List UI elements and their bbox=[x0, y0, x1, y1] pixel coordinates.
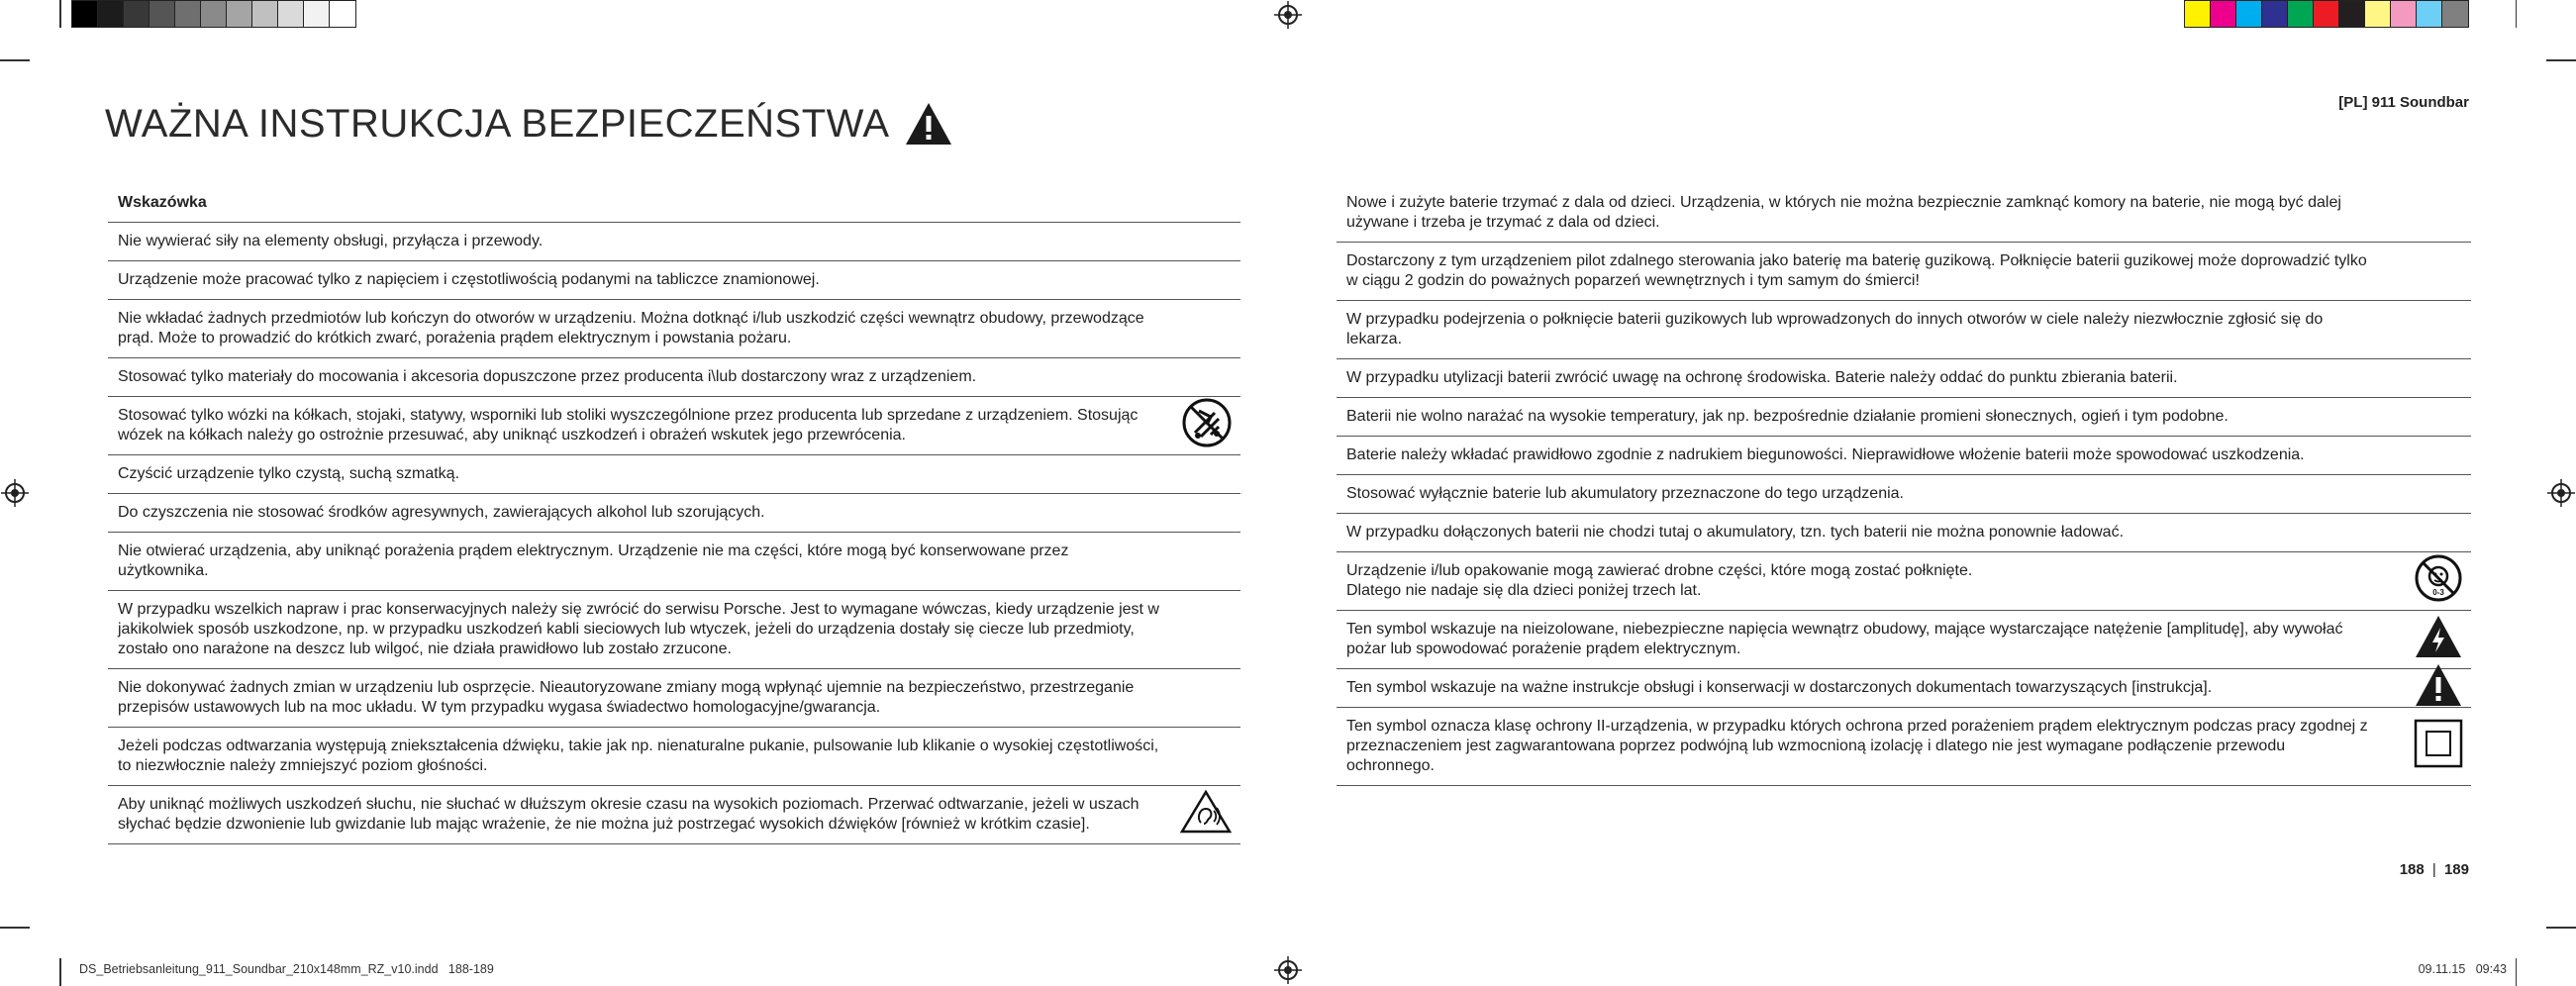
hearing-warning-icon bbox=[1179, 789, 1233, 840]
page-number-right: 189 bbox=[2443, 861, 2469, 878]
list-item-text: Nie wywierać siły na elementy obsługi, przyłącza i przewody. bbox=[118, 233, 544, 249]
left-column bbox=[108, 184, 1240, 844]
list-item-text: Baterie należy wkładać prawidłowo zgodnie z nadrukiem biegunowości. Nieprawidłowe włożenie baterii może spowodować uszkodzenia. bbox=[1346, 446, 2305, 463]
no-small-children-icon bbox=[2414, 553, 2463, 609]
list-item-text: Czyścić urządzenie tylko czystą, suchą szmatką. bbox=[118, 465, 460, 482]
list-item bbox=[1337, 552, 2471, 611]
list-item bbox=[108, 591, 1240, 669]
list-item-text: Nie dokonywać żadnych zmian w urządzeniu lub osprzęcie. Nieautoryzowane zmiany mogą wpłynąć ujemnie na bezpieczeństwo, przestrzeganie przepisów ustawowych lub na moc układu. W tym przypadku wygasa świadectwo homologacyjne/gwarancja. bbox=[118, 679, 1135, 716]
color-swatch bbox=[175, 1, 201, 27]
column-heading bbox=[108, 184, 1240, 223]
list-item bbox=[108, 397, 1240, 455]
color-swatch bbox=[2262, 1, 2288, 27]
list-item bbox=[1337, 475, 2471, 514]
grayscale-color-bar bbox=[71, 0, 356, 28]
list-item bbox=[1337, 669, 2471, 708]
list-item-text: Urządzenie może pracować tylko z napięciem i częstotliwością podanymi na tabliczce znamionowej. bbox=[118, 271, 820, 288]
color-swatch bbox=[149, 1, 175, 27]
list-item-text: Nowe i zużyte baterie trzymać z dala od dzieci. Urządzenia, w których nie można bezpiecznie zamknąć komory na baterie, nie mogą być dalej używane i trzeba je trzymać z dala od dzieci. bbox=[1346, 194, 2341, 231]
list-item bbox=[1337, 437, 2471, 475]
exclamation-warning-icon bbox=[2414, 662, 2463, 714]
list-item-text: Dostarczony z tym urządzeniem pilot zdalnego sterowania jako baterię ma baterię guzikową. Połknięcie baterii guzikowej może doprowadzić tylko w ciągu 2 godzin do poważnych poparzeń wewnętrznych i tym samym do śmierci! bbox=[1346, 252, 2367, 289]
list-item bbox=[108, 223, 1240, 261]
list-item bbox=[1337, 184, 2471, 243]
registration-mark-icon bbox=[2547, 479, 2575, 507]
registration-mark-icon bbox=[1, 479, 29, 507]
crop-mark bbox=[2546, 59, 2576, 61]
list-item-text: Nie wkładać żadnych przedmiotów lub kończyn do otworów w urządzeniu. Można dotknąć i/lub uszkodzić części wewnątrz obudowy, przewodzące prąd. Może to prowadzić do krótkich zwarć, porażenia prądem elektrycznym i powstania pożaru. bbox=[118, 310, 1144, 346]
registration-mark-icon bbox=[1274, 1, 1302, 29]
list-item bbox=[108, 455, 1240, 494]
list-item-text: Stosować wyłącznie baterie lub akumulatory przeznaczone do tego urządzenia. bbox=[1346, 485, 1904, 502]
color-swatch bbox=[2365, 1, 2391, 27]
color-swatch bbox=[330, 1, 355, 27]
list-item bbox=[108, 261, 1240, 300]
list-item-text: Baterii nie wolno narażać na wysokie temperatury, jak np. bezpośrednie działanie promieni słonecznych, ogień i tym podobne. bbox=[1346, 408, 2229, 425]
color-swatch bbox=[2339, 1, 2365, 27]
color-swatch bbox=[72, 1, 98, 27]
color-swatch bbox=[2211, 1, 2236, 27]
color-swatch bbox=[304, 1, 330, 27]
class-ii-double-insulation-icon bbox=[2414, 719, 2463, 774]
color-swatch bbox=[2417, 1, 2442, 27]
svg-text:0-3: 0-3 bbox=[2432, 588, 2444, 597]
crop-mark bbox=[2516, 958, 2518, 986]
color-swatch bbox=[201, 1, 227, 27]
crop-mark bbox=[2546, 927, 2576, 929]
list-item bbox=[108, 358, 1240, 397]
footer-file-info: DS_Betriebsanleitung_911_Soundbar_210x148mm_RZ_v10.indd 188-189 bbox=[79, 962, 494, 976]
warning-triangle-icon bbox=[904, 101, 953, 147]
list-item-text: Jeżeli podczas odtwarzania występują zniekształcenia dźwięku, takie jak np. nienaturalne pukanie, pulsowanie lub klikanie o wysokiej częstotliwości, to niezwłocznie należy zmniejszyć poziom głośności. bbox=[118, 738, 1159, 774]
list-item bbox=[1337, 398, 2471, 437]
list-item-text: Ten symbol oznacza klasę ochrony II-urządzenia, w przypadku których ochrona przed porażeniem prądem elektrycznym podczas pracy zgodnej z przeznaczeniem jest zagwarantowana poprzez podwójną lub wzmocnioną izolację i dlatego nie jest wymagane podłączenie przewodu ochronnego. bbox=[1346, 718, 2368, 774]
high-voltage-icon bbox=[2414, 614, 2463, 665]
list-item bbox=[108, 300, 1240, 358]
list-item bbox=[1337, 708, 2471, 786]
color-swatch bbox=[2236, 1, 2262, 27]
registration-mark-icon bbox=[1274, 956, 1302, 984]
color-swatch bbox=[2442, 1, 2468, 27]
list-item-text: W przypadku podejrzenia o połknięcie baterii guzikowych lub wprowadzonych do innych otworów w ciele należy niezwłocznie zgłosić się do lekarza. bbox=[1346, 311, 2324, 347]
list-item bbox=[108, 669, 1240, 728]
list-item bbox=[108, 533, 1240, 591]
list-item-text: Do czyszczenia nie stosować środków agresywnych, zawierających alkohol lub szorujących. bbox=[118, 504, 765, 521]
cmyk-color-bar bbox=[2184, 0, 2469, 28]
list-item-text: W przypadku utylizacji baterii zwrócić uwagę na ochronę środowiska. Baterie należy oddać do punktu zbierania baterii. bbox=[1346, 369, 2178, 386]
list-item bbox=[1337, 514, 2471, 552]
list-item-text: Ten symbol wskazuje na ważne instrukcje obsługi i konserwacji w dostarczonych dokumentach towarzyszących [instrukcja]. bbox=[1346, 679, 2213, 696]
cart-tipover-icon bbox=[1181, 397, 1233, 454]
crop-mark bbox=[59, 958, 61, 986]
color-swatch bbox=[2391, 1, 2417, 27]
list-item bbox=[1337, 301, 2471, 359]
color-swatch bbox=[227, 1, 252, 27]
product-label: [PL] 911 Soundbar bbox=[2338, 94, 2469, 111]
footer-date: 09.11.15 09:43 bbox=[2418, 962, 2507, 976]
right-column bbox=[1337, 184, 2471, 786]
list-item bbox=[108, 786, 1240, 844]
list-item bbox=[1337, 243, 2471, 301]
color-swatch bbox=[98, 1, 124, 27]
page-title: WAŻNA INSTRUKCJA BEZPIECZEŃSTWA bbox=[105, 101, 890, 146]
color-swatch bbox=[124, 1, 149, 27]
page-title-block bbox=[105, 101, 953, 147]
list-item-text: Urządzenie i/lub opakowanie mogą zawierać drobne części, które mogą zostać połknięte. Dlatego nie nadaje się dla dzieci poniżej trzech lat. bbox=[1346, 562, 1973, 599]
list-item-text: W przypadku dołączonych baterii nie chodzi tutaj o akumulatory, tzn. tych baterii nie można ponownie ładować. bbox=[1346, 524, 2125, 541]
page-number-separator: | bbox=[2431, 861, 2436, 878]
color-swatch bbox=[2185, 1, 2211, 27]
list-item-text: Stosować tylko materiały do mocowania i akcesoria dopuszczone przez producenta i\lub dostarczony wraz z urządzeniem. bbox=[118, 368, 977, 385]
list-item bbox=[108, 728, 1240, 786]
list-item bbox=[108, 494, 1240, 533]
page-numbers bbox=[2400, 861, 2469, 878]
color-swatch bbox=[252, 1, 278, 27]
crop-mark bbox=[2516, 0, 2518, 28]
color-swatch bbox=[2288, 1, 2314, 27]
crop-mark bbox=[0, 59, 30, 61]
page-number-left: 188 bbox=[2399, 861, 2425, 878]
list-item-text: Stosować tylko wózki na kółkach, stojaki, statywy, wsporniki lub stoliki wyszczególnione przez producenta lub sprzedane z urządzeniem. Stosując wózek na kółkach należy go ostrożnie przesuwać, aby uniknąć uszkodzeń i obrażeń wskutek jego przewrócenia. bbox=[118, 407, 1139, 444]
list-item bbox=[1337, 611, 2471, 669]
list-item-text: Ten symbol wskazuje na nieizolowane, niebezpieczne napięcia wewnątrz obudowy, mające wystarczające natężenie [amplitudę], aby wywołać pożar lub spowodować porażenie prądem elektrycznym. bbox=[1346, 621, 2343, 657]
crop-mark bbox=[0, 927, 30, 929]
list-item bbox=[1337, 359, 2471, 398]
color-swatch bbox=[278, 1, 304, 27]
list-item-text: Nie otwierać urządzenia, aby uniknąć porażenia prądem elektrycznym. Urządzenie nie ma części, które mogą być konserwowane przez użytkownika. bbox=[118, 542, 1069, 579]
crop-mark bbox=[59, 0, 61, 28]
color-swatch bbox=[2314, 1, 2339, 27]
list-item-text: Aby uniknąć możliwych uszkodzeń słuchu, nie słuchać w dłuższym okresie czasu na wysokich poziomach. Przerwać odtwarzanie, jeżeli w uszach słychać będzie dzwonienie lub gwizdanie lub mając wrażenie, że nie można już postrzegać wysokich dźwięków [również w krótkim czasie]. bbox=[118, 796, 1139, 833]
list-item-text: W przypadku wszelkich napraw i prac konserwacyjnych należy się zwrócić do serwisu Porsche. Jest to wymagane wówczas, kiedy urządzenie jest w jakikolwiek sposób uszkodzone, np. w przypadku uszkodzeń kabli sieciowych lub wtyczek, jeżeli do urządzenia dostały się ciecze lub przedmioty, zostało ono narażone na deszcz lub wilgoć, nie działa prawidłowo lub zostało zrzucone. bbox=[118, 601, 1159, 657]
heading-text: Wskazówka bbox=[118, 194, 207, 211]
